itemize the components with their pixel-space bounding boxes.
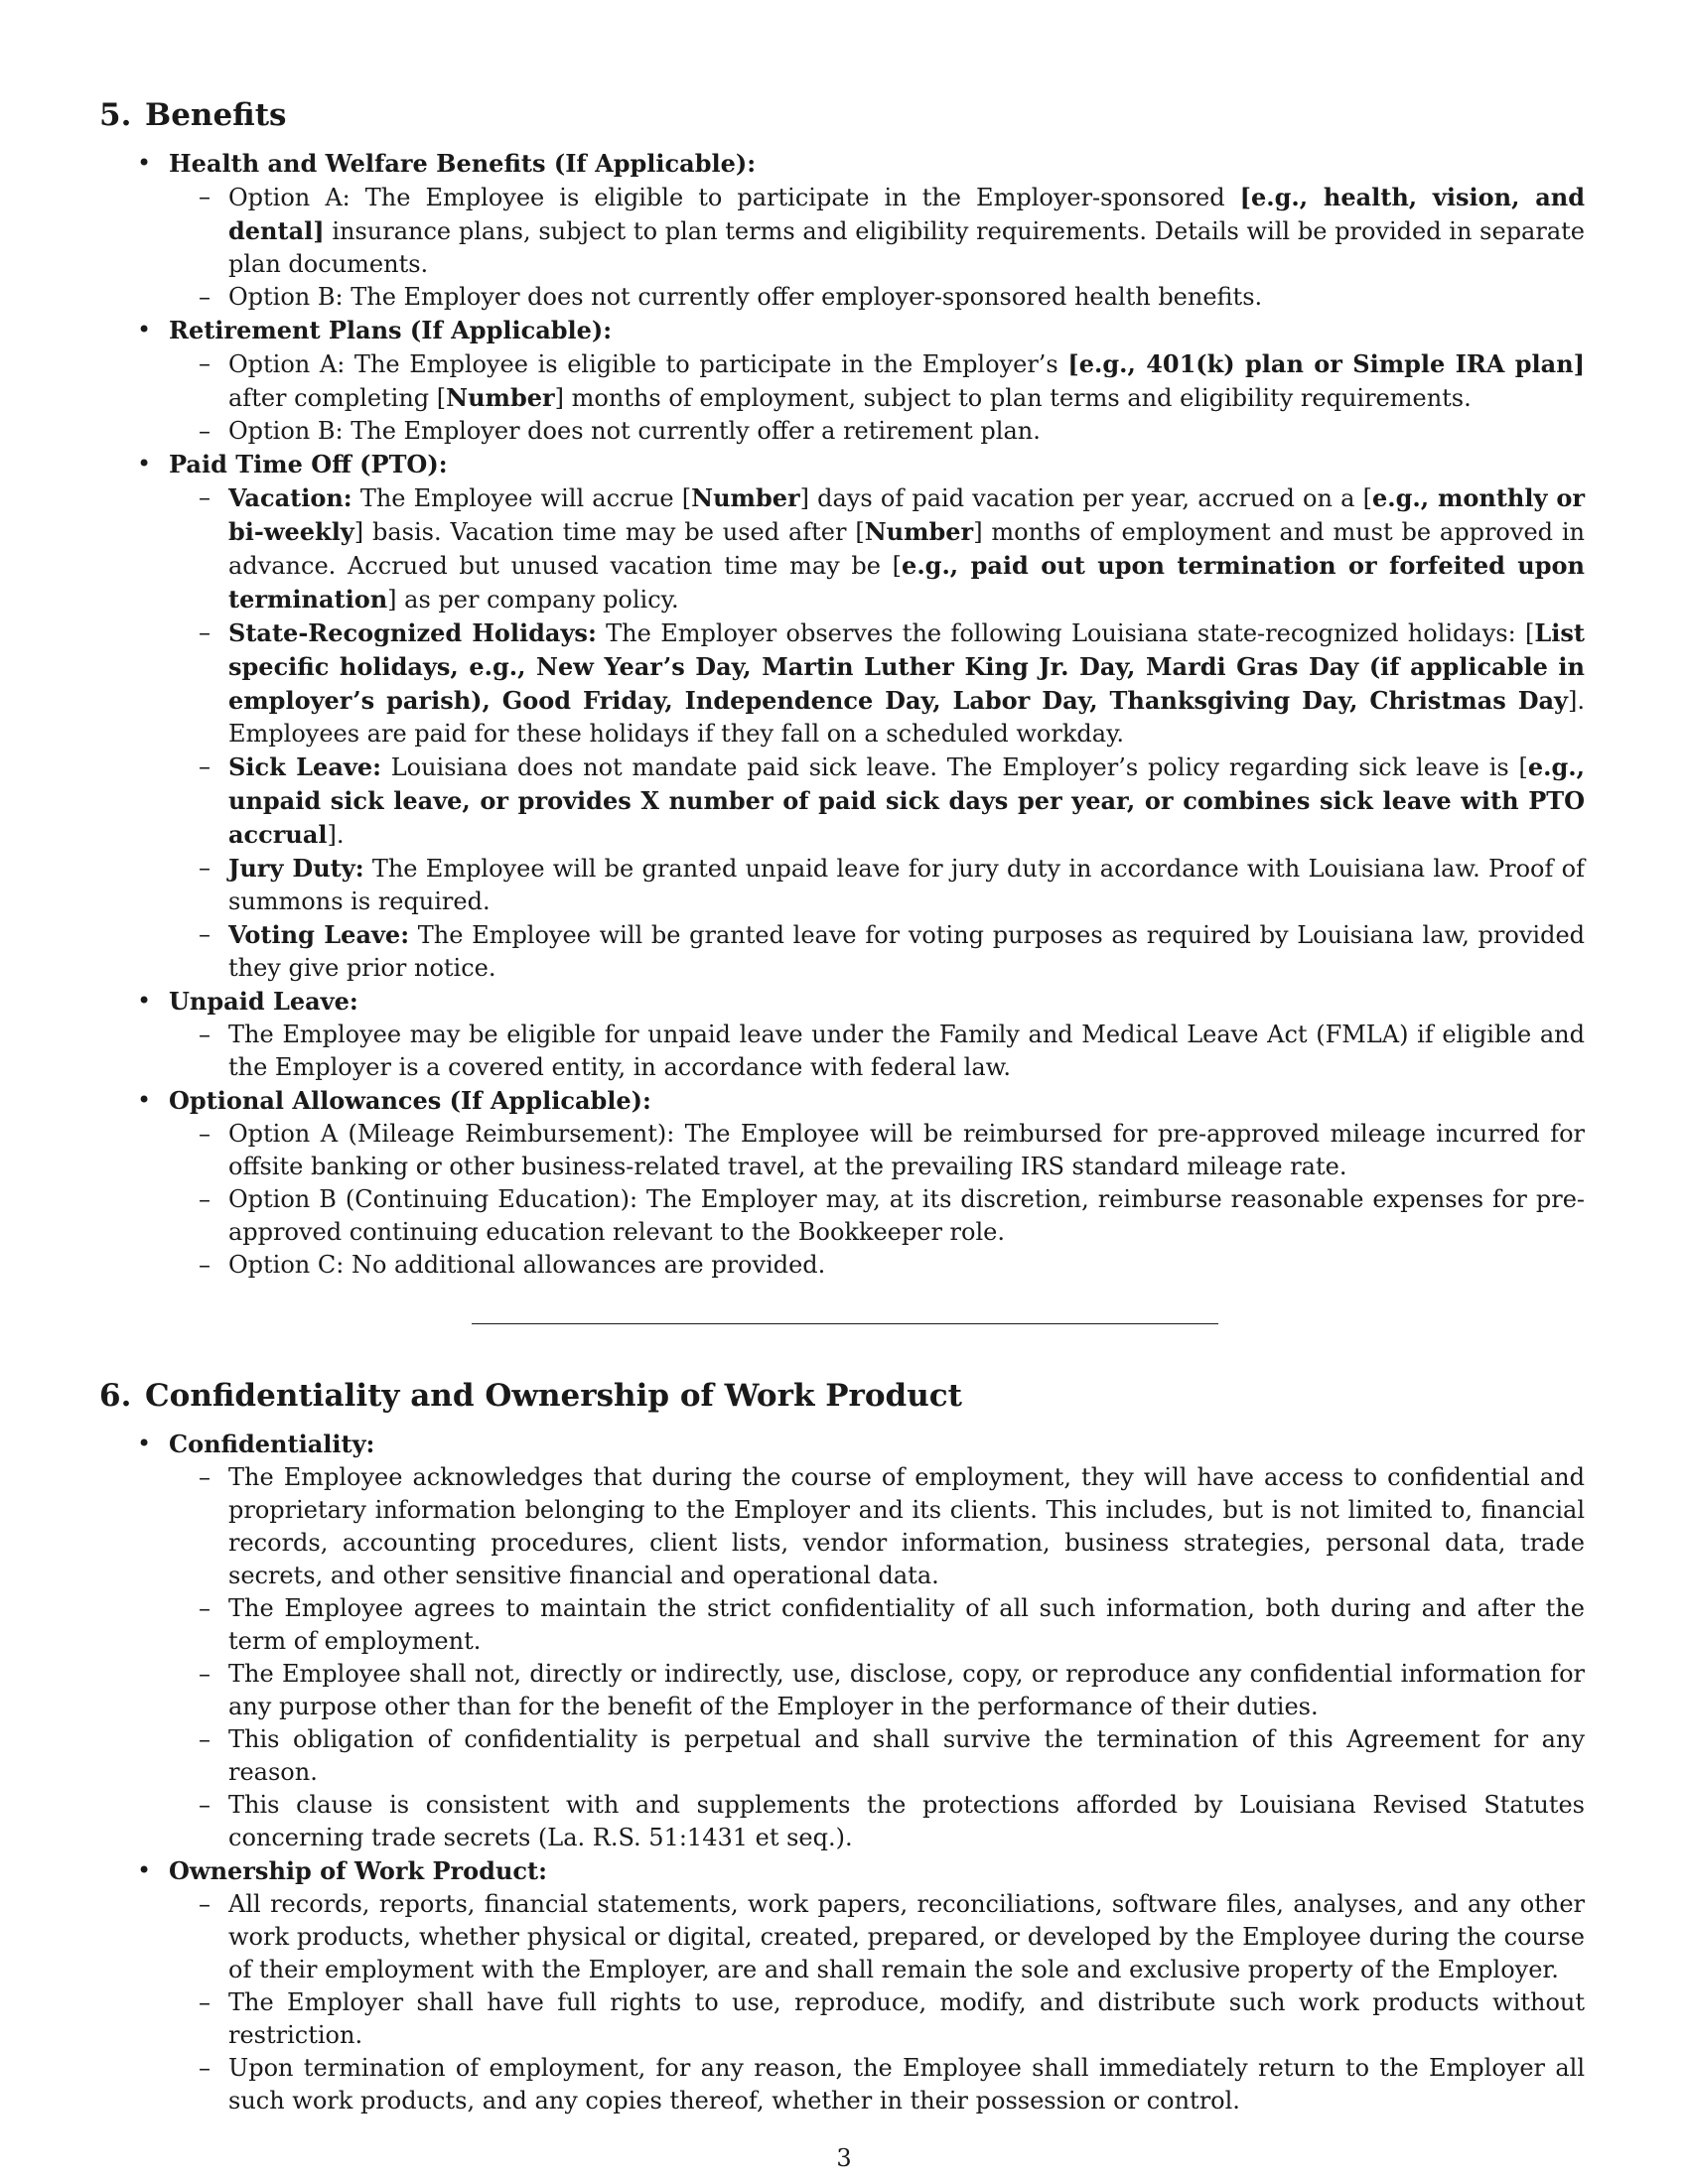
pto-voting-leave (169, 918, 1585, 985)
pto-jury-duty (169, 852, 1585, 918)
pto-list (169, 481, 1585, 985)
text-run: The Employee will accrue [ (352, 484, 692, 512)
health-option-b: – Option B: The Employer does not currently offer employer-sponsored health benefits. (169, 281, 1585, 314)
text-run: ] months of employment and must be approved in advance. Accrued but unused vacation time may be [ (228, 518, 1585, 580)
confidentiality-list (99, 1428, 1585, 2117)
item-title: Unpaid Leave: (169, 987, 358, 1016)
placeholder-text: List specific holidays, e.g., New Year’s Day, Martin Luther King Jr. Day, Mardi Gras Day (if applicable in employer’s parish), Good Friday, Independence Day, Labor Day, Thanksgiving Day, Christmas Day (228, 618, 1586, 715)
section-title: Benefits (145, 97, 287, 133)
item-title: Confidentiality: (169, 1430, 375, 1458)
ownership-clause: – The Employer shall have full rights to use, reproduce, modify, and distribute such work products without restriction. (169, 1986, 1585, 2052)
text-run: The Employee will be granted unpaid leave for jury duty in accordance with Louisiana law. Proof of summons is required. (228, 855, 1585, 915)
pto-item (99, 448, 1585, 985)
section-heading (99, 91, 1585, 139)
unpaid-leave-list (169, 1019, 1585, 1084)
text-run: ] basis. Vacation time may be used after [ (353, 518, 865, 546)
placeholder-text: [e.g., health, vision, and dental] (228, 183, 1585, 245)
confidentiality-clause: – The Employee agrees to maintain the strict confidentiality of all such information, both during and after the term of employment. (169, 1592, 1585, 1658)
pto-holidays (169, 616, 1585, 751)
benefits-list (99, 147, 1585, 1282)
text-run: The Employee will be granted leave for voting purposes as required by Louisiana law, provided they give prior notice. (228, 921, 1586, 982)
item-label: State-Recognized Holidays: (228, 618, 597, 647)
placeholder-text: Number (446, 383, 555, 412)
item-label: Sick Leave: (228, 752, 381, 781)
placeholder-text: e.g., paid out upon termination or forfeited upon termination (228, 551, 1585, 614)
page-content (99, 91, 1585, 2117)
text-run: ]. Employees are paid for these holidays if they fall on a scheduled workday. (228, 687, 1585, 748)
confidentiality-clause: – This obligation of confidentiality is perpetual and shall survive the termination of this Agreement for any reason. (169, 1723, 1585, 1789)
text-run: Option A: The Employee is eligible to participate in the Employer-sponsored (228, 184, 1240, 211)
confidentiality-clause: – This clause is consistent with and supplements the protections afforded by Louisiana Revised Statutes concerning trade secrets (La. R.S. 51:1431 et seq.). (169, 1789, 1585, 1854)
allowance-option-a: – Option A (Mileage Reimbursement): The Employee will be reimbursed for pre-approved mileage incurred for offsite banking or other business-related travel, at the prevailing IRS standard mileage rate. (169, 1118, 1585, 1183)
section-title: Confidentiality and Ownership of Work Product (145, 1378, 962, 1414)
item-title: Optional Allowances (If Applicable): (169, 1086, 651, 1115)
text-run: Louisiana does not mandate paid sick leave. The Employer’s policy regarding sick leave is [ (380, 753, 1528, 781)
placeholder-text: Number (691, 483, 800, 512)
text-run: after completing [ (228, 384, 447, 412)
section-number: 6. (99, 1378, 132, 1414)
item-label: Vacation: (228, 483, 352, 512)
placeholder-text: [e.g., 401(k) plan or Simple IRA plan] (1067, 349, 1586, 378)
page-number: 3 (836, 2144, 852, 2172)
allowances-list (169, 1118, 1585, 1282)
placeholder-text: Number (864, 517, 974, 546)
text-run: ] as per company policy. (387, 586, 679, 614)
item-title: Retirement Plans (If Applicable): (169, 316, 613, 344)
allowance-option-b: – Option B (Continuing Education): The Employer may, at its discretion, reimburse reasonable expenses for pre-approved continuing education relevant to the Bookkeeper role. (169, 1183, 1585, 1249)
ownership-clause: – Upon termination of employment, for any reason, the Employee shall immediately return to the Employer all such work products, and any copies thereof, whether in their possession or control. (169, 2052, 1585, 2117)
health-option-a (169, 181, 1585, 281)
ownership-item (99, 1854, 1585, 2117)
item-title: Paid Time Off (PTO): (169, 450, 448, 478)
retirement-option-a (169, 347, 1585, 415)
confidentiality-clause: – The Employee acknowledges that during the course of employment, they will have access to confidential and proprietary information belonging to the Employer and its clients. This includes, but is not limited to, financial records, accounting procedures, client lists, vendor information, business strategies, personal data, trade secrets, and other sensitive financial and operational data. (169, 1461, 1585, 1592)
item-label: Voting Leave: (228, 920, 410, 949)
retirement-option-b: – Option B: The Employer does not currently offer a retirement plan. (169, 415, 1585, 448)
placeholder-text: e.g., unpaid sick leave, or provides X number of paid sick days per year, or combines sick leave with PTO accrual (228, 752, 1585, 849)
confidentiality-item (99, 1428, 1585, 1854)
text-run: The Employer observes the following Louisiana state-recognized holidays: [ (596, 619, 1535, 647)
item-title: Health and Welfare Benefits (If Applicable): (169, 149, 757, 178)
confidentiality-clauses (169, 1461, 1585, 1854)
retirement-options (169, 347, 1585, 448)
pto-sick-leave (169, 751, 1585, 852)
section-heading (99, 1372, 1585, 1420)
ownership-clauses (169, 1888, 1585, 2117)
pto-vacation (169, 481, 1585, 616)
ownership-clause: – All records, reports, financial statements, work papers, reconciliations, software files, analyses, and any other work products, whether physical or digital, created, prepared, or developed by the Employee during the course of their employment with the Employer, are and shall remain the sole and exclusive property of the Employer. (169, 1888, 1585, 1986)
retirement-item (99, 314, 1585, 448)
health-options (169, 181, 1585, 314)
placeholder-text: e.g., monthly or bi-weekly (228, 483, 1585, 546)
section-benefits (99, 91, 1585, 1282)
unpaid-leave-item (99, 985, 1585, 1084)
allowances-item (99, 1084, 1585, 1282)
item-title: Ownership of Work Product: (169, 1856, 547, 1885)
horizontal-divider (472, 1323, 1218, 1324)
health-welfare-item (99, 147, 1585, 314)
allowance-option-c: – Option C: No additional allowances are provided. (169, 1249, 1585, 1282)
item-label: Jury Duty: (228, 854, 364, 883)
text-run: ]. (327, 821, 345, 849)
section-number: 5. (99, 97, 132, 133)
text-run: ] months of employment, subject to plan terms and eligibility requirements. (554, 384, 1472, 412)
text-run: Option A: The Employee is eligible to participate in the Employer’s (228, 350, 1068, 378)
section-confidentiality (99, 1372, 1585, 2117)
text-run: ] days of paid vacation per year, accrued on a [ (799, 484, 1372, 512)
text-run: insurance plans, subject to plan terms and eligibility requirements. Details will be provided in separate plan documents. (228, 217, 1585, 278)
unpaid-leave-text: – The Employee may be eligible for unpaid leave under the Family and Medical Leave Act (FMLA) if eligible and the Employer is a covered entity, in accordance with federal law. (169, 1019, 1585, 1084)
confidentiality-clause: – The Employee shall not, directly or indirectly, use, disclose, copy, or reproduce any confidential information for any purpose other than for the benefit of the Employer in the performance of their duties. (169, 1658, 1585, 1723)
